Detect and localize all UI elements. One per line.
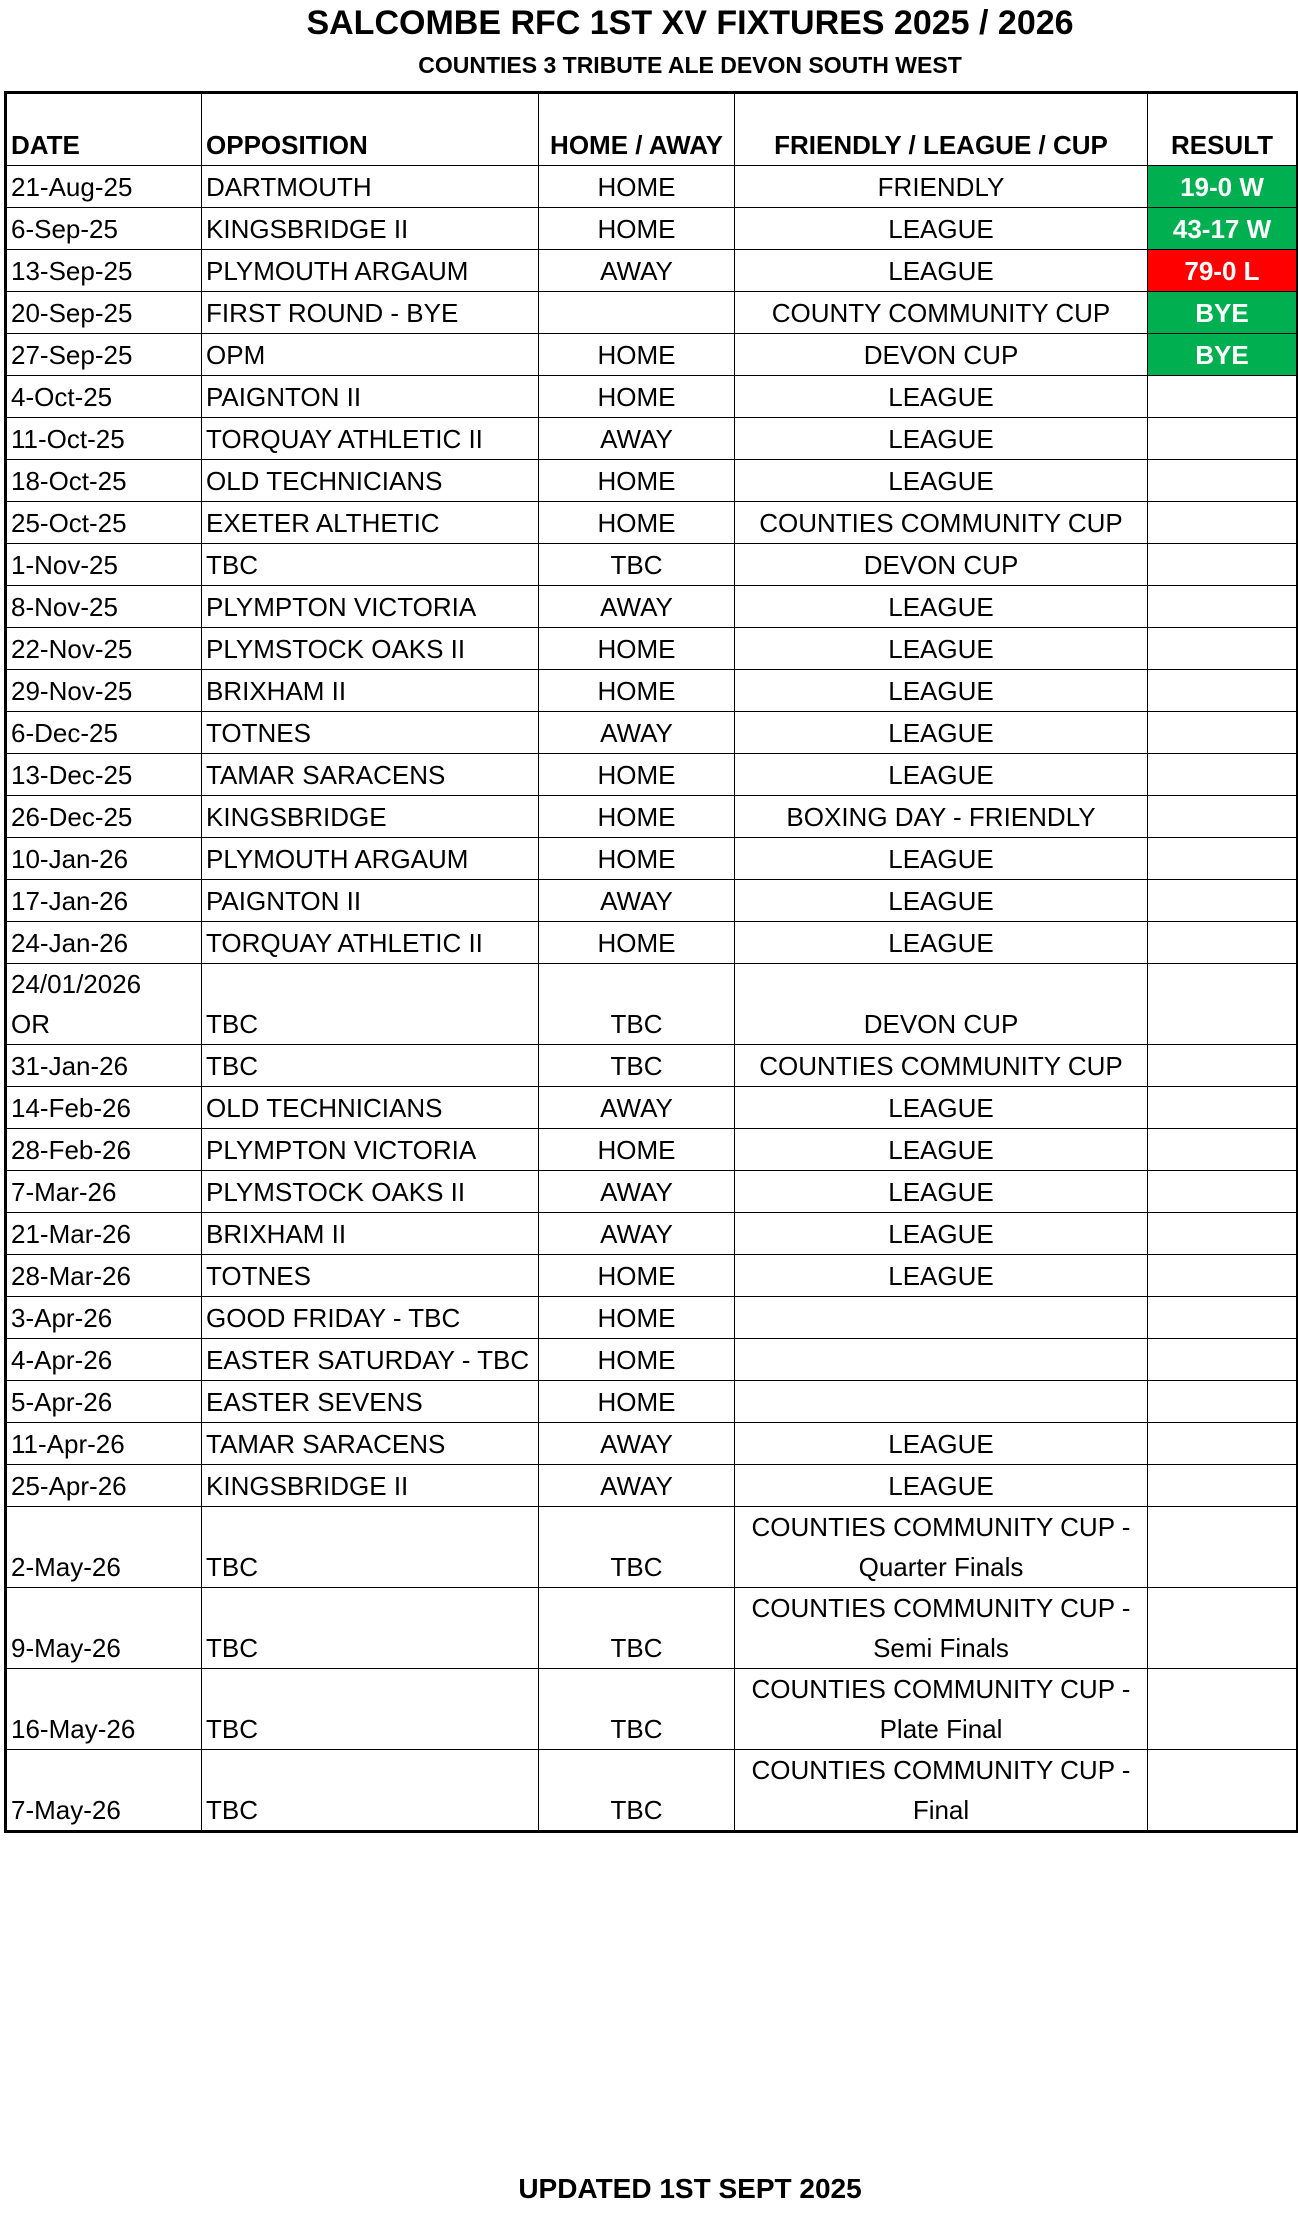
table-row [6,1213,1298,1255]
cell-fixture-type [735,418,1148,460]
cell-opposition: PLYMOUTH ARGAUM [202,250,539,292]
date-line: 13-Sep-25 [11,256,133,286]
fixture-type-line: Quarter Finals [858,1552,1024,1582]
cell-opposition: EASTER SEVENS [202,1381,539,1423]
fixture-type-line: COUNTIES COMMUNITY CUP - [751,1755,1131,1785]
date-line: 11-Oct-25 [11,424,125,454]
cell-fixture-type [735,1297,1148,1339]
cell-opposition: PLYMPTON VICTORIA [202,1129,539,1171]
cell-date [6,166,202,208]
cell-fixture-type [735,1507,1148,1588]
cell-result [1148,502,1298,544]
date-line: 28-Mar-26 [11,1261,131,1291]
cell-home-away: AWAY [539,712,735,754]
cell-home-away: HOME [539,1381,735,1423]
cell-result [1148,838,1298,880]
cell-home-away: TBC [539,1588,735,1669]
cell-fixture-type [735,376,1148,418]
table-row [6,796,1298,838]
column-header-date: DATE [6,93,202,166]
cell-home-away: AWAY [539,586,735,628]
fixture-type-line: LEAGUE [888,256,994,286]
updated-note: UPDATED 1ST SEPT 2025 [518,2173,862,2204]
table-row [6,166,1298,208]
result-badge: BYE [1148,292,1298,334]
date-line: 10-Jan-26 [11,844,129,874]
cell-home-away: TBC [539,964,735,1045]
cell-date [6,376,202,418]
cell-result [1148,1087,1298,1129]
page-title: SALCOMBE RFC 1ST XV FIXTURES 2025 / 2026 [306,4,1074,42]
date-line: 24-Jan-26 [11,928,129,958]
cell-result [1148,1045,1298,1087]
cell-home-away: HOME [539,166,735,208]
table-row [6,1750,1298,1832]
fixture-type-line: LEAGUE [888,1177,994,1207]
cell-date [6,208,202,250]
cell-opposition: PLYMSTOCK OAKS II [202,628,539,670]
cell-home-away: HOME [539,922,735,964]
cell-home-away: AWAY [539,250,735,292]
cell-result [1148,1297,1298,1339]
cell-opposition: TBC [202,1588,539,1669]
cell-opposition: PLYMOUTH ARGAUM [202,838,539,880]
table-row [6,334,1298,376]
cell-date [6,1255,202,1297]
cell-result [1148,712,1298,754]
table-row [6,1669,1298,1750]
cell-result [1148,670,1298,712]
cell-opposition: TORQUAY ATHLETIC II [202,418,539,460]
cell-date [6,1381,202,1423]
cell-home-away: HOME [539,670,735,712]
cell-date [6,1423,202,1465]
cell-fixture-type [735,1129,1148,1171]
date-line: 14-Feb-26 [11,1093,131,1123]
fixture-type-line: LEAGUE [888,1261,994,1291]
cell-result [1148,1507,1298,1588]
cell-fixture-type [735,1339,1148,1381]
cell-home-away [539,292,735,334]
cell-date [6,1087,202,1129]
cell-fixture-type [735,166,1148,208]
result-badge: 19-0 W [1148,166,1298,208]
cell-date [6,1588,202,1669]
date-line: 1-Nov-25 [11,550,118,580]
table-row [6,670,1298,712]
cell-opposition: TOTNES [202,712,539,754]
date-line: 20-Sep-25 [11,298,133,328]
cell-result [1148,1339,1298,1381]
cell-opposition: TBC [202,1750,539,1832]
cell-date [6,754,202,796]
cell-result [1148,1465,1298,1507]
column-header-opposition: OPPOSITION [202,93,539,166]
fixture-type-line: FRIENDLY [877,172,1005,202]
date-line: 16-May-26 [11,1714,136,1744]
cell-fixture-type [735,1045,1148,1087]
cell-home-away: HOME [539,1255,735,1297]
fixture-rows [6,166,1298,1832]
cell-home-away: AWAY [539,1213,735,1255]
fixture-type-line: LEAGUE [888,1429,994,1459]
date-line: 3-Apr-26 [11,1303,113,1333]
cell-home-away: TBC [539,544,735,586]
result-badge: BYE [1148,334,1298,376]
table-row [6,460,1298,502]
table-row [6,376,1298,418]
fixtures-table [4,91,1298,1833]
fixture-type-line: Plate Final [879,1714,1003,1744]
table-row [6,1381,1298,1423]
cell-date [6,334,202,376]
fixture-type-line: LEAGUE [888,1219,994,1249]
fixture-type-line: LEAGUE [888,592,994,622]
fixture-type-line: COUNTY COMMUNITY CUP [771,298,1111,328]
cell-home-away: HOME [539,376,735,418]
cell-fixture-type [735,460,1148,502]
cell-home-away: HOME [539,502,735,544]
cell-opposition: KINGSBRIDGE II [202,208,539,250]
date-line: 26-Dec-25 [11,802,133,832]
cell-result [1148,460,1298,502]
cell-fixture-type [735,1588,1148,1669]
table-row [6,922,1298,964]
date-line: 24/01/2026 [11,969,142,999]
fixture-type-line: COUNTIES COMMUNITY CUP - [751,1512,1131,1542]
table-row [6,1171,1298,1213]
cell-fixture-type [735,1381,1148,1423]
cell-fixture-type [735,208,1148,250]
date-line: 28-Feb-26 [11,1135,131,1165]
cell-fixture-type [735,292,1148,334]
cell-result [1148,376,1298,418]
cell-home-away: AWAY [539,1171,735,1213]
cell-date [6,502,202,544]
cell-opposition: PAIGNTON II [202,880,539,922]
date-line: 25-Apr-26 [11,1471,127,1501]
date-line: 6-Dec-25 [11,718,118,748]
table-row [6,838,1298,880]
fixture-type-line: DEVON CUP [863,1009,1019,1039]
cell-date [6,544,202,586]
result-badge: 43-17 W [1148,208,1298,250]
cell-result [1148,1171,1298,1213]
cell-fixture-type [735,964,1148,1045]
cell-date [6,586,202,628]
fixture-type-line: LEAGUE [888,928,994,958]
cell-home-away: TBC [539,1507,735,1588]
cell-result [1148,1750,1298,1832]
cell-opposition: TAMAR SARACENS [202,754,539,796]
cell-home-away: TBC [539,1045,735,1087]
cell-result [1148,1129,1298,1171]
cell-fixture-type [735,1423,1148,1465]
cell-opposition: BRIXHAM II [202,670,539,712]
cell-opposition: OLD TECHNICIANS [202,460,539,502]
date-line: 4-Oct-25 [11,382,113,412]
cell-opposition: PLYMPTON VICTORIA [202,586,539,628]
table-row [6,208,1298,250]
table-row [6,880,1298,922]
date-line: 7-Mar-26 [11,1177,117,1207]
date-line: 5-Apr-26 [11,1387,113,1417]
date-line: 22-Nov-25 [11,634,133,664]
cell-fixture-type [735,1213,1148,1255]
table-row [6,1087,1298,1129]
cell-fixture-type [735,334,1148,376]
cell-fixture-type [735,1750,1148,1832]
cell-fixture-type [735,712,1148,754]
date-line: 4-Apr-26 [11,1345,113,1375]
cell-fixture-type [735,586,1148,628]
cell-result [1148,1588,1298,1669]
cell-home-away: AWAY [539,1423,735,1465]
cell-home-away: AWAY [539,418,735,460]
cell-date [6,922,202,964]
table-row [6,502,1298,544]
fixture-type-line: LEAGUE [888,844,994,874]
cell-opposition: PLYMSTOCK OAKS II [202,1171,539,1213]
cell-home-away: HOME [539,208,735,250]
fixture-type-line: COUNTIES COMMUNITY CUP [759,508,1123,538]
cell-result [1148,1213,1298,1255]
cell-opposition: KINGSBRIDGE II [202,1465,539,1507]
cell-date [6,250,202,292]
cell-date [6,1045,202,1087]
fixture-type-line: COUNTIES COMMUNITY CUP - [751,1674,1131,1704]
cell-result [1148,1669,1298,1750]
fixture-type-line: LEAGUE [888,1093,994,1123]
cell-date [6,628,202,670]
cell-date [6,670,202,712]
cell-fixture-type [735,670,1148,712]
cell-result [1148,754,1298,796]
date-line: 2-May-26 [11,1552,121,1582]
table-header-row [6,93,1298,166]
date-line: 17-Jan-26 [11,886,129,916]
cell-date [6,964,202,1045]
fixture-type-line: COUNTIES COMMUNITY CUP - [751,1593,1131,1623]
cell-result [1148,1381,1298,1423]
cell-date [6,1129,202,1171]
cell-home-away: TBC [539,1669,735,1750]
date-line: 29-Nov-25 [11,676,133,706]
cell-opposition: GOOD FRIDAY - TBC [202,1297,539,1339]
cell-home-away: AWAY [539,880,735,922]
cell-opposition: OLD TECHNICIANS [202,1087,539,1129]
cell-date [6,880,202,922]
cell-fixture-type [735,1669,1148,1750]
table-row [6,1297,1298,1339]
cell-result [1148,544,1298,586]
table-row [6,1588,1298,1669]
table-row [6,964,1298,1045]
cell-date [6,712,202,754]
cell-home-away: HOME [539,334,735,376]
cell-opposition: EXETER ALTHETIC [202,502,539,544]
cell-fixture-type [735,1255,1148,1297]
cell-fixture-type [735,838,1148,880]
table-row [6,250,1298,292]
cell-opposition: TBC [202,1669,539,1750]
cell-result [1148,1255,1298,1297]
cell-opposition: FIRST ROUND - BYE [202,292,539,334]
cell-fixture-type [735,628,1148,670]
cell-home-away: HOME [539,754,735,796]
cell-fixture-type [735,1087,1148,1129]
table-row [6,1339,1298,1381]
table-row [6,586,1298,628]
date-line: 21-Mar-26 [11,1219,131,1249]
cell-fixture-type [735,544,1148,586]
table-row [6,292,1298,334]
column-header-home-away: HOME / AWAY [539,93,735,166]
cell-result [1148,880,1298,922]
cell-opposition: PAIGNTON II [202,376,539,418]
date-line: 6-Sep-25 [11,214,118,244]
column-header-fixture-type: FRIENDLY / LEAGUE / CUP [735,93,1148,166]
cell-fixture-type [735,796,1148,838]
table-row [6,418,1298,460]
table-row [6,1255,1298,1297]
cell-opposition: TOTNES [202,1255,539,1297]
cell-home-away: HOME [539,1129,735,1171]
cell-home-away: AWAY [539,1087,735,1129]
cell-opposition: BRIXHAM II [202,1213,539,1255]
cell-home-away: HOME [539,1339,735,1381]
table-row [6,712,1298,754]
cell-date [6,1339,202,1381]
fixture-type-line: LEAGUE [888,1135,994,1165]
cell-opposition: DARTMOUTH [202,166,539,208]
fixture-type-line: LEAGUE [888,1471,994,1501]
cell-date [6,1465,202,1507]
fixture-type-line: LEAGUE [888,382,994,412]
cell-opposition: TAMAR SARACENS [202,1423,539,1465]
page-subtitle: COUNTIES 3 TRIBUTE ALE DEVON SOUTH WEST [418,52,962,78]
cell-date [6,1297,202,1339]
cell-home-away: HOME [539,460,735,502]
cell-opposition: TBC [202,964,539,1045]
table-row [6,1129,1298,1171]
cell-fixture-type [735,922,1148,964]
date-line: 31-Jan-26 [11,1051,129,1081]
cell-result [1148,1423,1298,1465]
cell-date [6,838,202,880]
table-row [6,1465,1298,1507]
cell-result [1148,628,1298,670]
cell-opposition: EASTER SATURDAY - TBC [202,1339,539,1381]
cell-fixture-type [735,880,1148,922]
fixture-type-line: LEAGUE [888,214,994,244]
cell-date [6,1669,202,1750]
cell-result [1148,418,1298,460]
fixture-type-line: DEVON CUP [863,340,1019,370]
cell-date [6,1750,202,1832]
column-header-result: RESULT [1148,93,1298,166]
cell-fixture-type [735,1465,1148,1507]
cell-result [1148,964,1298,1045]
cell-date [6,418,202,460]
fixture-type-line: LEAGUE [888,886,994,916]
fixture-type-line: COUNTIES COMMUNITY CUP [759,1051,1123,1081]
cell-result [1148,796,1298,838]
cell-date [6,292,202,334]
table-row [6,754,1298,796]
fixture-type-line: DEVON CUP [863,550,1019,580]
fixture-type-line: LEAGUE [888,634,994,664]
date-line: 21-Aug-25 [11,172,133,202]
date-line: 25-Oct-25 [11,508,127,538]
fixture-type-line: Final [912,1795,970,1825]
cell-home-away: HOME [539,838,735,880]
cell-opposition: TBC [202,1507,539,1588]
date-line: 8-Nov-25 [11,592,118,622]
cell-home-away: HOME [539,796,735,838]
cell-date [6,1507,202,1588]
fixture-type-line: BOXING DAY - FRIENDLY [786,802,1096,832]
cell-opposition: TORQUAY ATHLETIC II [202,922,539,964]
date-line: 13-Dec-25 [11,760,133,790]
cell-date [6,796,202,838]
cell-result [1148,586,1298,628]
cell-result [1148,922,1298,964]
table-row [6,1045,1298,1087]
date-line: 9-May-26 [11,1633,121,1663]
cell-home-away: HOME [539,1297,735,1339]
cell-opposition: TBC [202,1045,539,1087]
date-line: 27-Sep-25 [11,340,133,370]
table-row [6,544,1298,586]
cell-opposition: OPM [202,334,539,376]
cell-home-away: TBC [539,1750,735,1832]
date-line: OR [11,1009,50,1039]
cell-opposition: KINGSBRIDGE [202,796,539,838]
cell-date [6,460,202,502]
cell-date [6,1171,202,1213]
cell-home-away: AWAY [539,1465,735,1507]
fixture-type-line: LEAGUE [888,424,994,454]
date-line: 11-Apr-26 [11,1429,125,1459]
fixture-type-line: Semi Finals [873,1633,1009,1663]
cell-home-away: HOME [539,628,735,670]
table-row [6,1507,1298,1588]
cell-fixture-type [735,250,1148,292]
fixture-type-line: LEAGUE [888,760,994,790]
cell-opposition: TBC [202,544,539,586]
fixture-type-line: LEAGUE [888,676,994,706]
fixture-type-line: LEAGUE [888,466,994,496]
date-line: 7-May-26 [11,1795,121,1825]
cell-fixture-type [735,1171,1148,1213]
cell-date [6,1213,202,1255]
fixture-type-line: LEAGUE [888,718,994,748]
result-badge: 79-0 L [1148,250,1298,292]
cell-fixture-type [735,502,1148,544]
date-line: 18-Oct-25 [11,466,127,496]
table-row [6,1423,1298,1465]
table-row [6,628,1298,670]
cell-fixture-type [735,754,1148,796]
